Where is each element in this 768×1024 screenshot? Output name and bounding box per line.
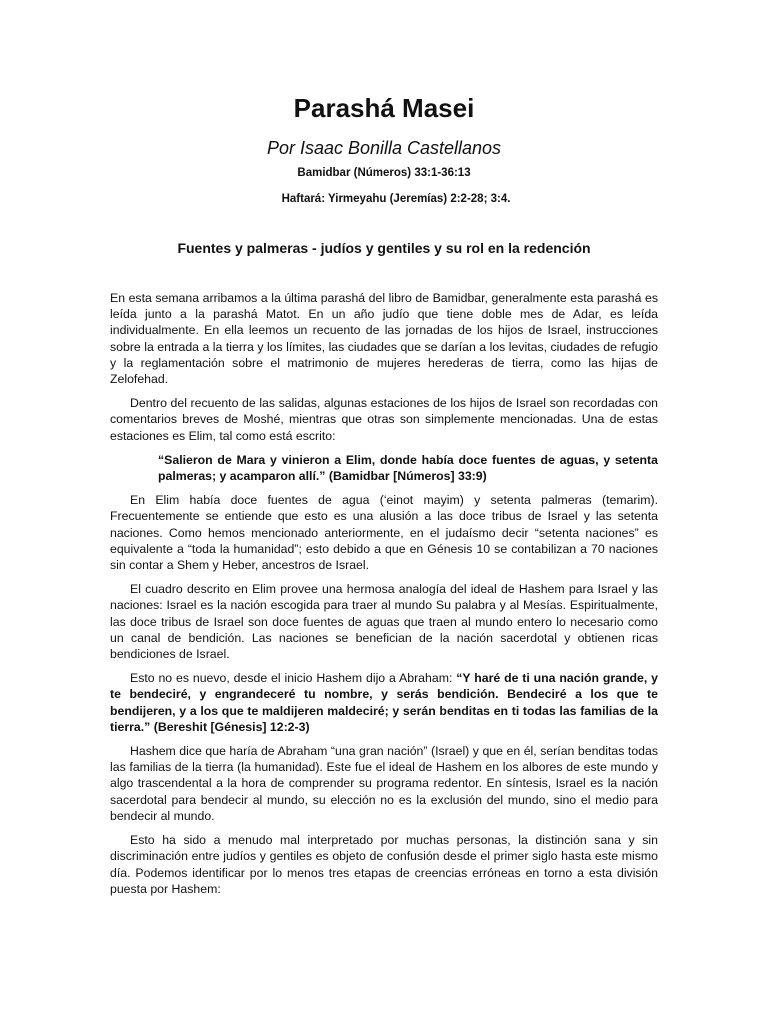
paragraph-5 — [110, 670, 658, 735]
haftara-reference: Haftará: Yirmeyahu (Jeremías) 2:2-28; 3:4. — [281, 193, 511, 205]
section-subtitle: Fuentes y palmeras - judíos y gentiles y su rol en la redención — [177, 240, 591, 256]
paragraph-1: En esta semana arribamos a la última parashá del libro de Bamidbar, generalmente esta parashá es leída junto a la parashá Matot. En un año judío que tiene doble mes de Adar, es leída individualmente. En ella leemos un recuento de las jornadas de los hijos de Israel, instrucciones sobre la entrada a la tierra y los límites, las ciudades que se darían a los levitas, ciudades de refugio y la reglamentación sobre el matrimonio de mujeres herederas de tierra, como las hijas de Zelofehad. — [110, 291, 658, 387]
document-body — [110, 290, 658, 905]
page-title: Parashá Masei — [293, 93, 475, 123]
author-line: Por Isaac Bonilla Castellanos — [266, 138, 502, 158]
reading-reference: Bamidbar (Números) 33:1-36:13 — [297, 167, 471, 179]
paragraph-3: En Elim había doce fuentes de agua (‘einot mayim) y setenta palmeras (temarim). Frecuentemente se entiende que esto es una alusión a las doce tribus de Israel y las setenta naciones. Como hemos mencionado anteriormente, en el judaísmo decir “setenta naciones” es equivalente a “toda la humanidad”; esto debido a que en Génesis 10 se contabilizan a 70 naciones sin contar a Shem y Heber, ancestros de Israel. — [110, 493, 658, 573]
paragraph-5-intro: Esto no es nuevo, desde el inicio Hashem dijo a Abraham: — [130, 671, 457, 686]
block-quote: “Salieron de Mara y vinieron a Elim, donde había doce fuentes de aguas, y setenta palmeras; y acamparon allí.” (Bamidbar [Números] 33:9) — [158, 452, 658, 484]
paragraph-6: Hashem dice que haría de Abraham “una gran nación” (Israel) y que en él, serían benditas todas las familias de la tierra (la humanidad). Este fue el ideal de Hashem en los albores de este mundo y algo trascendental a la hora de comprender su programa redentor. En síntesis, Israel es la nación sacerdotal para bendecir al mundo, su elección no es la exclusión del mundo, sino el medio para bendecir al mundo. — [110, 744, 658, 823]
paragraph-2: Dentro del recuento de las salidas, algunas estaciones de los hijos de Israel son recordadas con comentarios breves de Moshé, mientras que otras son simplemente mencionadas. Una de estas estaciones es Elim, tal como está escrito: — [110, 396, 658, 443]
paragraph-7: Esto ha sido a menudo mal interpretado por muchas personas, la distinción sana y sin discriminación entre judíos y gentiles es objeto de confusión desde el primer siglo hasta este mismo día. Podemos identificar por lo menos tres etapas de creencias erróneas en torno a esta división puesta por Hashem: — [110, 833, 658, 896]
paragraph-5-quote: “Y haré de ti una nación grande, y te bendeciré, y engrandeceré tu nombre, y serás bendición. Bendeciré a los que te bendijeren, y a los que te maldijeren maldeciré; y serán benditas en ti todas las familias de la tierra.” (Bereshit [Génesis] 12:2-3) — [110, 671, 659, 734]
paragraph-4: El cuadro descrito en Elim provee una hermosa analogía del ideal de Hashem para Israel y las naciones: Israel es la nación escogida para traer al mundo Su palabra y al Mesías. Espiritualmente, las doce tribus de Israel son doce fuentes de aguas que traen al mundo entero lo necesario como un canal de bendición. Las naciones se benefician de la nación sacerdotal y obtienen ricas bendiciones de Israel. — [110, 582, 658, 662]
